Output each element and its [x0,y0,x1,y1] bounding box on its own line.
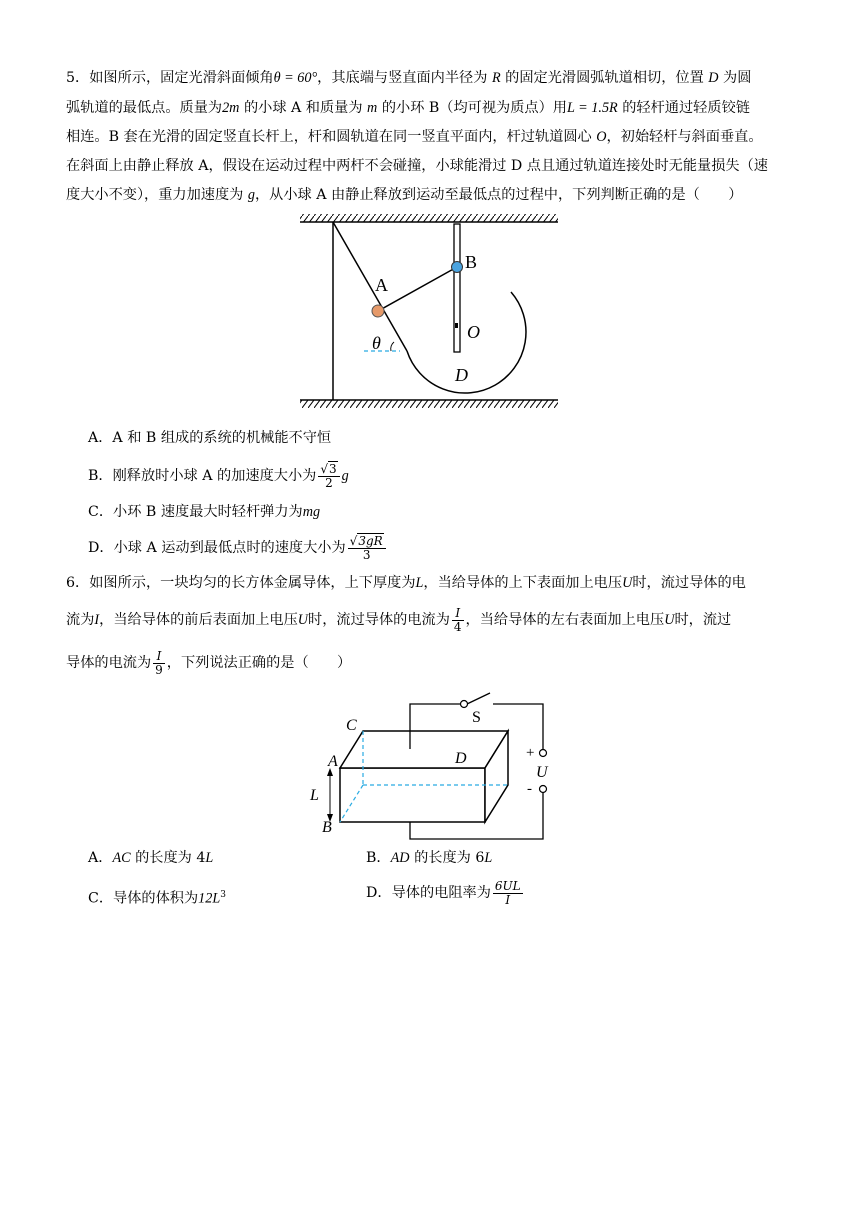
center-mark [455,323,458,328]
q5-text: 的小环 B（均可视为质点）用 [381,100,567,116]
var-g: g [341,468,349,484]
q6-text: 时，流过 [674,612,732,628]
q5-text: ，其底端与竖直面内半径为 [317,70,488,86]
angle-arc [391,342,394,351]
q6-option-a[interactable] [88,848,213,868]
q6-line-1 [66,573,746,593]
label-A: A [375,275,388,295]
fraction [452,607,464,634]
label-plus: + [526,745,535,761]
vertical-rod [454,224,460,352]
fraction [318,463,339,490]
fraction-denominator: 4 [453,619,462,634]
label-O: O [467,322,480,342]
q5-line-5 [66,185,742,205]
q6-line-2 [66,603,731,637]
var-g: g [247,187,255,203]
q5-text: 5．如图所示，固定光滑斜面倾角 [66,70,274,86]
switch-contact [461,701,468,708]
fraction-denominator: I [505,892,511,907]
q6-text: 6．如图所示，一块均匀的长方体金属导体，上下厚度为 [66,575,416,591]
q5-text: 的轻杆通过轻质铰链 [622,100,750,116]
fraction-numerator: 6UL [494,878,521,893]
var-R: R [491,70,501,86]
label-B: B [322,819,332,836]
incline [333,222,407,351]
q5-text: 的固定光滑圆弧轨道相切，位置 [505,70,704,86]
q6-text: 导体的电流为 [66,655,152,671]
option-text: 的长度为 6 [414,850,485,866]
q6-line-3 [66,646,351,680]
q6-text: ，当给导体的上下表面加上电压 [423,575,623,591]
fraction [493,880,523,907]
label-D: D [455,365,468,385]
var-U: U [297,612,309,628]
exponent: 3 [220,890,226,900]
q6-text: 流为 [66,612,95,628]
theta-value: θ = 60° [273,70,318,86]
q5-line-2 [66,98,750,118]
fraction-denominator: 2 [325,475,333,490]
ball-A [372,305,384,317]
q5-text: ，从小球 A 由静止释放到运动至最低点的过程中，下列判断正确的是（ ） [254,187,743,203]
label-minus: - [527,781,532,797]
q5-option-a[interactable] [88,428,331,448]
fraction-denominator: 3 [362,547,371,562]
q5-text: ，初始轻杆与斜面垂直。 [606,129,763,145]
label-D: D [455,750,467,767]
var-O: O [596,129,607,145]
box-front [340,768,485,822]
fraction-numerator: I [452,607,464,621]
var-L: L [415,575,424,591]
label-B: B [465,252,478,272]
q6-text: 时，流过导体的电 [632,575,746,591]
label-theta: θ [372,333,381,353]
q5-line-3 [66,127,763,147]
var-AC: AC [112,850,131,866]
option-text: A． [88,850,113,866]
fraction-denominator: 9 [155,662,163,677]
ceiling-hatch [300,214,558,222]
q5-figure [290,208,570,418]
var-U: U [622,575,633,591]
q6-option-c[interactable] [88,885,226,909]
fraction [348,535,386,562]
q5-text: 在斜面上由静止释放 A，假设在运动过程中两杆不会碰撞，小球能滑过 D 点且通过轨道连接处时无能量损失（速 [66,158,768,174]
q6-text: ，下列说法正确的是（ ） [166,655,352,671]
option-text: B．刚释放时小球 A 的加速度大小为 [88,468,317,484]
label-S: S [472,709,481,726]
terminal-minus [540,786,547,793]
option-text: A．A 和 B 组成的系统的机械能不守恒 [88,430,332,446]
q5-option-c[interactable] [88,502,320,522]
light-rod [378,267,457,311]
fraction-numerator: I [153,650,165,664]
fraction-numerator: √3 [318,463,339,477]
ring-B [452,262,463,273]
var-m: m [367,100,378,116]
option-text: D．导体的电阻率为 [366,885,491,901]
q5-text: 弧轨道的最低点。质量为 [66,100,223,116]
var-D: D [708,70,719,86]
var-L: L [205,850,214,866]
terminal-plus [540,750,547,757]
q6-text: ，当给导体的前后表面加上电压 [99,612,298,628]
q5-text: 为圆 [723,70,752,86]
var-I: I [94,612,100,628]
q5-text: 相连。B 套在光滑的固定竖直长杆上，杆和圆轨道在同一竖直平面内，杆过轨道圆心 [66,129,592,145]
label-L: L [310,787,319,804]
volume-value: 12L [198,890,221,907]
label-C: C [346,717,357,734]
q5-text: 的小球 A 和质量为 [243,100,363,116]
label-A: A [328,753,338,770]
floor-hatch [300,400,558,408]
fraction-numerator: √3gR [348,535,386,549]
var-AD: AD [390,850,410,866]
box-top [340,731,508,768]
var-2m: 2m [222,100,240,116]
q5-option-b[interactable] [88,459,349,493]
rod-length: L = 1.5R [567,100,618,116]
var-U: U [664,612,675,628]
q6-figure [300,692,560,844]
value-mg: mg [302,504,321,520]
option-text: 的长度为 4 [135,850,206,866]
label-U: U [536,764,548,781]
var-L: L [484,850,493,866]
q5-option-d[interactable] [88,531,388,565]
q6-text: 时，流过导体的电流为 [308,612,450,628]
q5-line-4 [66,156,768,176]
q5-line-1 [66,68,751,88]
option-text: C．小环 B 速度最大时轻杆弹力为 [88,504,303,520]
q6-text: ，当给导体的左右表面加上电压 [465,612,665,628]
q5-text: 度大小不变），重力加速度为 [66,187,244,203]
fraction [153,650,165,677]
q6-option-b[interactable] [366,848,492,868]
option-text: C．导体的体积为 [88,890,199,907]
switch-blade [467,693,490,704]
option-text: D．小球 A 运动到最低点时的速度大小为 [88,540,346,556]
option-text: B． [366,850,391,866]
q6-option-d[interactable] [366,876,525,910]
